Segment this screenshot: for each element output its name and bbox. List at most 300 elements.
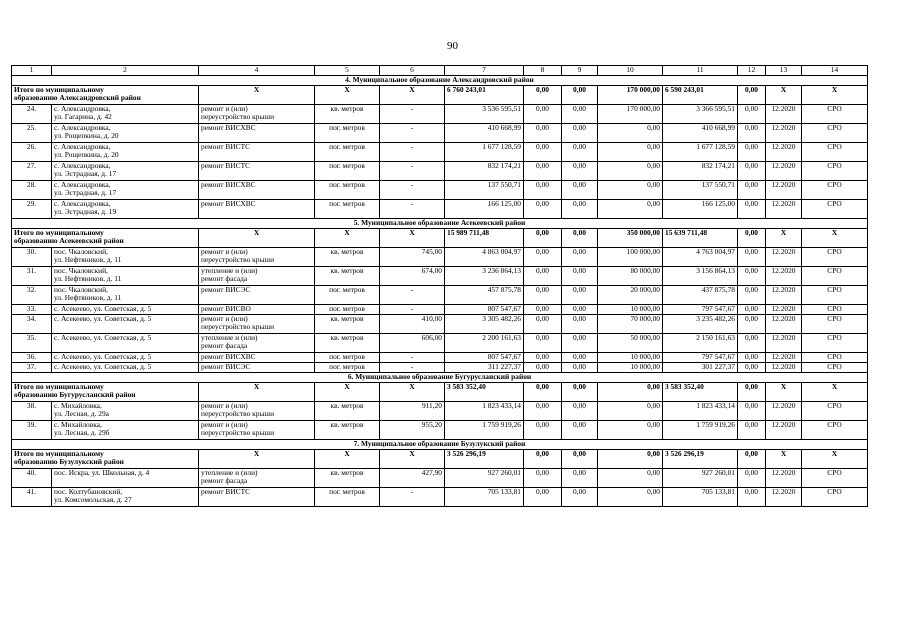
total-row xyxy=(12,229,868,248)
col-10-cell: 0,00 xyxy=(598,124,663,143)
column-number: 10 xyxy=(598,66,663,76)
work-type-cell xyxy=(199,267,315,286)
work-type-cell xyxy=(199,200,315,219)
work-type-cell xyxy=(199,488,315,507)
deadline-cell: 12.2020 xyxy=(766,469,802,488)
address-cell xyxy=(52,363,199,373)
col-9-cell: 0,00 xyxy=(562,124,598,143)
cell-line: переустройство крыши xyxy=(201,112,275,122)
cell-line: ремонт фасада xyxy=(201,476,248,486)
section-title: 4. Муниципальное образование Александровский район xyxy=(12,76,868,86)
unit-cell: кв. метров xyxy=(315,315,380,334)
funding-source-cell: СРО xyxy=(802,105,868,124)
unit-cell: пог. метров xyxy=(315,488,380,507)
address-cell xyxy=(52,124,199,143)
unit-cell: кв. метров xyxy=(315,402,380,421)
funding-source-cell: СРО xyxy=(802,143,868,162)
volume-cell: - xyxy=(380,181,445,200)
volume-cell: 427,90 xyxy=(380,469,445,488)
col-9-cell: 0,00 xyxy=(562,305,598,315)
cost-cell: 807 547,67 xyxy=(445,305,524,315)
total-cost: 6 760 243,01 xyxy=(445,86,524,105)
col-8-cell: 0,00 xyxy=(524,181,562,200)
address-cell xyxy=(52,315,199,334)
cell-line: переустройство крыши xyxy=(201,428,275,438)
col-11-cell: 3 366 595,51 xyxy=(663,105,738,124)
cost-cell: 1 677 128,59 xyxy=(445,143,524,162)
deadline-cell: 12.2020 xyxy=(766,267,802,286)
cell-line: Итого по муниципальному xyxy=(14,85,104,94)
deadline-cell: 12.2020 xyxy=(766,363,802,373)
total-amount: X xyxy=(380,383,445,402)
cell-line: ул. Эстрадная, д. 19 xyxy=(54,207,117,217)
row-number: 30. xyxy=(12,248,52,267)
col-10-cell: 10 000,00 xyxy=(598,363,663,373)
col-8-cell: 0,00 xyxy=(524,248,562,267)
row-number: 27. xyxy=(12,162,52,181)
column-number: 6 xyxy=(380,66,445,76)
address-cell xyxy=(52,181,199,200)
cell-line: с. Михайловка, xyxy=(54,420,102,429)
total-col-10: 0,00 xyxy=(598,450,663,469)
col-8-cell: 0,00 xyxy=(524,334,562,353)
col-9-cell: 0,00 xyxy=(562,267,598,286)
col-9-cell: 0,00 xyxy=(562,353,598,363)
cost-cell: 705 133,81 xyxy=(445,488,524,507)
volume-cell: - xyxy=(380,353,445,363)
col-9-cell: 0,00 xyxy=(562,143,598,162)
address-cell xyxy=(52,200,199,219)
work-type-cell xyxy=(199,363,315,373)
total-col-9: 0,00 xyxy=(562,383,598,402)
total-unit: X xyxy=(315,86,380,105)
total-cost: 3 583 352,40 xyxy=(445,383,524,402)
address-cell xyxy=(52,488,199,507)
cell-line: с. Александровка, xyxy=(54,180,111,189)
col-11-cell: 927 260,01 xyxy=(663,469,738,488)
work-type-cell xyxy=(199,334,315,353)
cell-line: ремонт и (или) xyxy=(201,401,248,410)
total-col-8: 0,00 xyxy=(524,450,562,469)
col-10-cell: 0,00 xyxy=(598,421,663,440)
column-number: 4 xyxy=(199,66,315,76)
cost-cell: 3 305 482,26 xyxy=(445,315,524,334)
unit-cell: пог. метров xyxy=(315,305,380,315)
col-9-cell: 0,00 xyxy=(562,162,598,181)
cost-cell: 457 875,78 xyxy=(445,286,524,305)
funding-source-cell: СРО xyxy=(802,286,868,305)
cell-line: утепление и (или) xyxy=(201,468,258,477)
cell-line: ремонт ВИСХВС xyxy=(201,199,256,208)
funding-source-cell: СРО xyxy=(802,124,868,143)
col-11-cell: 3 156 864,13 xyxy=(663,267,738,286)
deadline-cell: 12.2020 xyxy=(766,143,802,162)
col-11-cell: 3 235 482,26 xyxy=(663,315,738,334)
col-10-cell: 80 000,00 xyxy=(598,267,663,286)
address-cell xyxy=(52,305,199,315)
column-number: 9 xyxy=(562,66,598,76)
section-header-row xyxy=(12,373,868,383)
total-label xyxy=(12,229,199,248)
address-cell xyxy=(52,469,199,488)
col-8-cell: 0,00 xyxy=(524,286,562,305)
cell-line: с. Александровка, xyxy=(54,123,111,132)
col-10-cell: 70 000,00 xyxy=(598,315,663,334)
cell-line: пос. Колтубановский, xyxy=(54,487,123,496)
work-type-cell xyxy=(199,353,315,363)
col-8-cell: 0,00 xyxy=(524,200,562,219)
work-type-cell xyxy=(199,305,315,315)
cost-cell: 3 236 864,13 xyxy=(445,267,524,286)
table-row xyxy=(12,305,868,315)
col-9-cell: 0,00 xyxy=(562,363,598,373)
total-row xyxy=(12,450,868,469)
cell-line: ул. Нефтяников, д. 11 xyxy=(54,274,122,284)
cost-cell: 927 260,01 xyxy=(445,469,524,488)
cell-line: утепление и (или) xyxy=(201,333,258,342)
col-11-cell: 437 875,78 xyxy=(663,286,738,305)
col-12-cell: 0,00 xyxy=(738,143,766,162)
address-cell xyxy=(52,248,199,267)
col-9-cell: 0,00 xyxy=(562,315,598,334)
table-row xyxy=(12,421,868,440)
deadline-cell: 12.2020 xyxy=(766,200,802,219)
address-cell xyxy=(52,267,199,286)
cost-cell: 2 200 161,63 xyxy=(445,334,524,353)
row-number: 34. xyxy=(12,315,52,334)
col-9-cell: 0,00 xyxy=(562,469,598,488)
total-label xyxy=(12,383,199,402)
table-row xyxy=(12,162,868,181)
col-12-cell: 0,00 xyxy=(738,402,766,421)
col-12-cell: 0,00 xyxy=(738,200,766,219)
col-9-cell: 0,00 xyxy=(562,181,598,200)
col-8-cell: 0,00 xyxy=(524,353,562,363)
col-10-cell: 0,00 xyxy=(598,200,663,219)
col-10-cell: 20 000,00 xyxy=(598,286,663,305)
row-number: 24. xyxy=(12,105,52,124)
funding-source-cell: СРО xyxy=(802,200,868,219)
table-row xyxy=(12,105,868,124)
cost-cell: 832 174,21 xyxy=(445,162,524,181)
total-col-12: 0,00 xyxy=(738,383,766,402)
total-col-11: 15 639 711,48 xyxy=(663,229,738,248)
col-11-cell: 797 547,67 xyxy=(663,353,738,363)
total-work: X xyxy=(199,229,315,248)
row-number: 38. xyxy=(12,402,52,421)
total-col-8: 0,00 xyxy=(524,383,562,402)
col-10-cell: 100 000,00 xyxy=(598,248,663,267)
volume-cell: - xyxy=(380,143,445,162)
table-row xyxy=(12,402,868,421)
section-title: 5. Муниципальное образование Асекеевский район xyxy=(12,219,868,229)
unit-cell: пог. метров xyxy=(315,181,380,200)
col-8-cell: 0,00 xyxy=(524,488,562,507)
volume-cell: 674,00 xyxy=(380,267,445,286)
work-type-cell xyxy=(199,469,315,488)
col-8-cell: 0,00 xyxy=(524,267,562,286)
cell-line: Итого по муниципальному xyxy=(14,382,104,391)
address-cell xyxy=(52,143,199,162)
deadline-cell: 12.2020 xyxy=(766,305,802,315)
cost-cell: 4 863 004,97 xyxy=(445,248,524,267)
total-unit: X xyxy=(315,450,380,469)
cell-line: с. Асекеево, ул. Советская, д. 5 xyxy=(54,362,152,371)
unit-cell: кв. метров xyxy=(315,267,380,286)
total-col-13: X xyxy=(766,229,802,248)
total-col-9: 0,00 xyxy=(562,86,598,105)
cell-line: ремонт ВИСЭС xyxy=(201,285,251,294)
table-row xyxy=(12,363,868,373)
cell-line: образованию Александровский район xyxy=(14,93,141,103)
work-type-cell xyxy=(199,162,315,181)
volume-cell: - xyxy=(380,488,445,507)
cell-line: ул. Лесная, д. 29б xyxy=(54,428,110,438)
col-11-cell: 832 174,21 xyxy=(663,162,738,181)
col-12-cell: 0,00 xyxy=(738,315,766,334)
col-11-cell: 2 150 161,63 xyxy=(663,334,738,353)
table-row xyxy=(12,469,868,488)
col-8-cell: 0,00 xyxy=(524,105,562,124)
col-9-cell: 0,00 xyxy=(562,248,598,267)
deadline-cell: 12.2020 xyxy=(766,162,802,181)
funding-source-cell: СРО xyxy=(802,267,868,286)
row-number: 28. xyxy=(12,181,52,200)
funding-source-cell: СРО xyxy=(802,402,868,421)
table-row xyxy=(12,248,868,267)
total-cost: 3 526 296,19 xyxy=(445,450,524,469)
col-12-cell: 0,00 xyxy=(738,162,766,181)
volume-cell: 911,20 xyxy=(380,402,445,421)
col-10-cell: 0,00 xyxy=(598,402,663,421)
total-unit: X xyxy=(315,383,380,402)
total-row xyxy=(12,383,868,402)
table-row xyxy=(12,334,868,353)
volume-cell: 410,00 xyxy=(380,315,445,334)
cell-line: с. Асекеево, ул. Советская, д. 5 xyxy=(54,333,152,342)
cell-line: ул. Комсомольская, д. 27 xyxy=(54,495,132,505)
cell-line: с. Асекеево, ул. Советская, д. 5 xyxy=(54,314,152,323)
col-8-cell: 0,00 xyxy=(524,421,562,440)
cell-line: с. Асекеево, ул. Советская, д. 5 xyxy=(54,304,152,313)
cost-cell: 311 227,37 xyxy=(445,363,524,373)
cell-line: ремонт ВИСХВС xyxy=(201,352,256,361)
col-11-cell: 797 547,67 xyxy=(663,305,738,315)
row-number: 26. xyxy=(12,143,52,162)
deadline-cell: 12.2020 xyxy=(766,286,802,305)
volume-cell: - xyxy=(380,105,445,124)
col-12-cell: 0,00 xyxy=(738,353,766,363)
cell-line: ремонт ВИСТС xyxy=(201,161,251,170)
col-9-cell: 0,00 xyxy=(562,200,598,219)
funding-source-cell: СРО xyxy=(802,181,868,200)
total-col-8: 0,00 xyxy=(524,229,562,248)
unit-cell: пог. метров xyxy=(315,200,380,219)
cell-line: ул. Рощепкина, д. 20 xyxy=(54,131,119,141)
col-12-cell: 0,00 xyxy=(738,334,766,353)
column-number: 14 xyxy=(802,66,868,76)
column-number-row xyxy=(12,66,868,76)
total-work: X xyxy=(199,86,315,105)
unit-cell: пог. метров xyxy=(315,363,380,373)
address-cell xyxy=(52,162,199,181)
table-row xyxy=(12,267,868,286)
total-col-8: 0,00 xyxy=(524,86,562,105)
total-col-13: X xyxy=(766,450,802,469)
cell-line: с. Александровка, xyxy=(54,161,111,170)
col-12-cell: 0,00 xyxy=(738,305,766,315)
cell-line: ул. Рощепкина, д. 20 xyxy=(54,150,119,160)
col-10-cell: 0,00 xyxy=(598,143,663,162)
cell-line: ремонт ВИСЭС xyxy=(201,362,251,371)
col-12-cell: 0,00 xyxy=(738,488,766,507)
total-col-12: 0,00 xyxy=(738,450,766,469)
cell-line: ремонт ВИСХВС xyxy=(201,180,256,189)
deadline-cell: 12.2020 xyxy=(766,421,802,440)
cost-cell: 410 668,99 xyxy=(445,124,524,143)
repair-program-table xyxy=(11,65,868,507)
col-11-cell: 4 763 004,97 xyxy=(663,248,738,267)
cost-cell: 137 550,71 xyxy=(445,181,524,200)
col-10-cell: 170 000,00 xyxy=(598,105,663,124)
cost-cell: 3 536 595,51 xyxy=(445,105,524,124)
address-cell xyxy=(52,353,199,363)
cell-line: ремонт и (или) xyxy=(201,247,248,256)
work-type-cell xyxy=(199,286,315,305)
cell-line: ул. Эстрадная, д. 17 xyxy=(54,169,117,179)
column-number: 1 xyxy=(12,66,52,76)
column-number: 5 xyxy=(315,66,380,76)
col-11-cell: 705 133,81 xyxy=(663,488,738,507)
work-type-cell xyxy=(199,143,315,162)
cell-line: ул. Эстрадная, д. 17 xyxy=(54,188,117,198)
table-row xyxy=(12,353,868,363)
volume-cell: - xyxy=(380,162,445,181)
unit-cell: кв. метров xyxy=(315,248,380,267)
address-cell xyxy=(52,402,199,421)
volume-cell: 606,00 xyxy=(380,334,445,353)
row-number: 31. xyxy=(12,267,52,286)
deadline-cell: 12.2020 xyxy=(766,488,802,507)
col-9-cell: 0,00 xyxy=(562,402,598,421)
col-11-cell: 410 668,99 xyxy=(663,124,738,143)
col-10-cell: 0,00 xyxy=(598,181,663,200)
cell-line: ремонт и (или) xyxy=(201,314,248,323)
col-12-cell: 0,00 xyxy=(738,124,766,143)
col-9-cell: 0,00 xyxy=(562,286,598,305)
total-amount: X xyxy=(380,450,445,469)
funding-source-cell: СРО xyxy=(802,315,868,334)
cell-line: ремонт и (или) xyxy=(201,104,248,113)
total-row xyxy=(12,86,868,105)
table-row xyxy=(12,315,868,334)
total-col-14: X xyxy=(802,450,868,469)
table-row xyxy=(12,124,868,143)
col-8-cell: 0,00 xyxy=(524,124,562,143)
total-col-14: X xyxy=(802,86,868,105)
section-title: 7. Муниципальное образование Бузулукский район xyxy=(12,440,868,450)
col-10-cell: 50 000,00 xyxy=(598,334,663,353)
col-12-cell: 0,00 xyxy=(738,421,766,440)
funding-source-cell: СРО xyxy=(802,363,868,373)
column-number: 11 xyxy=(663,66,738,76)
cell-line: с. Александровка, xyxy=(54,104,111,113)
funding-source-cell: СРО xyxy=(802,421,868,440)
row-number: 32. xyxy=(12,286,52,305)
cell-line: с. Александровка, xyxy=(54,199,111,208)
unit-cell: кв. метров xyxy=(315,334,380,353)
cell-line: переустройство крыши xyxy=(201,409,275,419)
funding-source-cell: СРО xyxy=(802,162,868,181)
unit-cell: пог. метров xyxy=(315,124,380,143)
cell-line: ул. Лесная, д. 29а xyxy=(54,409,109,419)
deadline-cell: 12.2020 xyxy=(766,334,802,353)
cell-line: переустройство крыши xyxy=(201,322,275,332)
col-9-cell: 0,00 xyxy=(562,488,598,507)
column-number: 12 xyxy=(738,66,766,76)
column-number: 13 xyxy=(766,66,802,76)
cell-line: с. Михайловка, xyxy=(54,401,102,410)
volume-cell: - xyxy=(380,200,445,219)
address-cell xyxy=(52,334,199,353)
funding-source-cell: СРО xyxy=(802,305,868,315)
total-work: X xyxy=(199,383,315,402)
total-col-14: X xyxy=(802,229,868,248)
work-type-cell xyxy=(199,315,315,334)
row-number: 33. xyxy=(12,305,52,315)
row-number: 39. xyxy=(12,421,52,440)
deadline-cell: 12.2020 xyxy=(766,402,802,421)
total-col-11: 6 590 243,01 xyxy=(663,86,738,105)
cell-line: ул. Нефтяников, д. 11 xyxy=(54,293,122,303)
row-number: 29. xyxy=(12,200,52,219)
column-number: 7 xyxy=(445,66,524,76)
deadline-cell: 12.2020 xyxy=(766,315,802,334)
unit-cell: пог. метров xyxy=(315,286,380,305)
cell-line: с. Асекеево, ул. Советская, д. 5 xyxy=(54,352,152,361)
work-type-cell xyxy=(199,124,315,143)
total-col-14: X xyxy=(802,383,868,402)
col-10-cell: 10 000,00 xyxy=(598,305,663,315)
table-row xyxy=(12,286,868,305)
cell-line: ул. Гагарина, д. 42 xyxy=(54,112,112,122)
work-type-cell xyxy=(199,105,315,124)
cell-line: с. Александровка, xyxy=(54,142,111,151)
unit-cell: кв. метров xyxy=(315,469,380,488)
row-number: 25. xyxy=(12,124,52,143)
cell-line: ремонт ВИСТС xyxy=(201,487,251,496)
funding-source-cell: СРО xyxy=(802,334,868,353)
row-number: 36. xyxy=(12,353,52,363)
cell-line: Итого по муниципальному xyxy=(14,228,104,237)
volume-cell: - xyxy=(380,305,445,315)
col-11-cell: 166 125,00 xyxy=(663,200,738,219)
cell-line: Итого по муниципальному xyxy=(14,449,104,458)
cell-line: ремонт и (или) xyxy=(201,420,248,429)
cell-line: ремонт ВИСХВС xyxy=(201,123,256,132)
total-col-10: 0,00 xyxy=(598,383,663,402)
total-col-11: 3 526 296,19 xyxy=(663,450,738,469)
col-11-cell: 1 823 433,14 xyxy=(663,402,738,421)
row-number: 35. xyxy=(12,334,52,353)
total-col-10: 170 000,00 xyxy=(598,86,663,105)
cell-line: пос. Чкаловский, xyxy=(54,266,108,275)
cell-line: переустройство крыши xyxy=(201,255,275,265)
work-type-cell xyxy=(199,181,315,200)
cell-line: образованию Бугурусланский район xyxy=(14,390,136,400)
col-11-cell: 1 759 919,26 xyxy=(663,421,738,440)
section-title: 6. Муниципальное образование Бугурусланский район xyxy=(12,373,868,383)
